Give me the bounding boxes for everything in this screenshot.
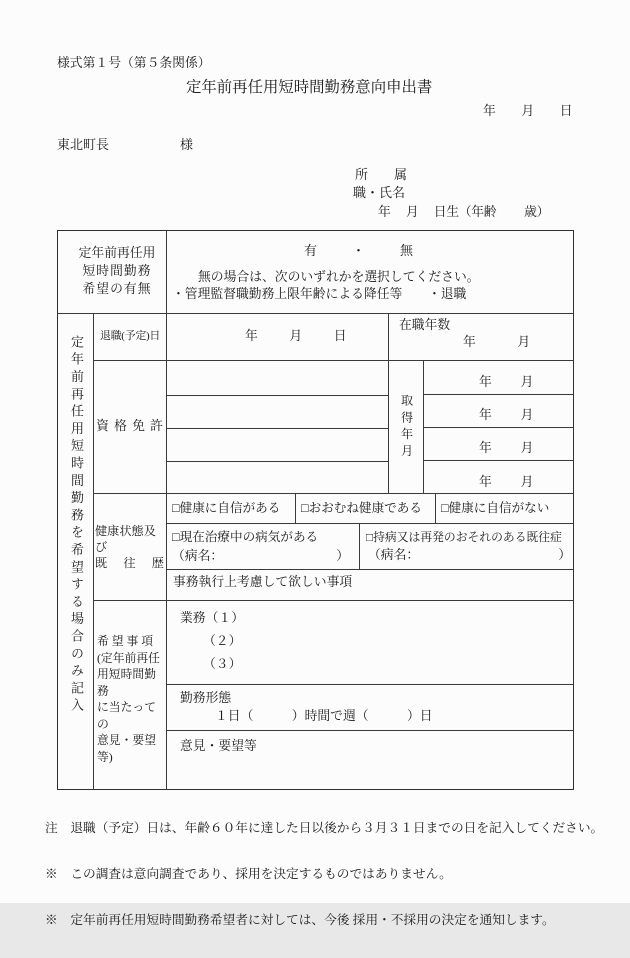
acquired-ym-cell: [389, 361, 424, 494]
addressee: 東北町長: [57, 137, 110, 152]
preference-options: ・管理監督職勤務上限年齢による降任等 ・退職: [172, 287, 467, 301]
ym-row: [424, 461, 573, 494]
checkbox-option: □健康に自信がない: [441, 500, 550, 515]
ym-row: [424, 428, 573, 461]
qualification-entry-line: [167, 461, 388, 462]
disease-name-line: [167, 546, 359, 565]
ym-row: [424, 361, 573, 395]
form-number: 様式第１号（第５条関係）: [57, 56, 211, 70]
qualification-entries-cell: [167, 361, 389, 494]
footer-notes: [45, 791, 605, 958]
disease-name-open: （病名：: [172, 548, 224, 563]
preference-label-line2: 短時間勤務: [82, 264, 152, 279]
side-note-vertical-label: 定年前再任用短時間勤務を希望する場合のみ記入: [69, 335, 84, 716]
retirement-date-cell: [167, 314, 389, 361]
wishes-label-line3: 用短時間勤務: [97, 667, 156, 698]
date-line: 年 月 日: [483, 104, 573, 118]
preference-choice: 有 ・ 無: [304, 243, 417, 258]
side-note-column: [58, 314, 94, 789]
retirement-label: 退職(予定)日: [99, 330, 161, 343]
preference-label-line3: 希望の有無: [82, 282, 152, 297]
disease-name-line: [360, 545, 573, 564]
disease-name-close: ）: [558, 547, 571, 562]
checkbox-option: □健康に自信がある: [172, 500, 281, 515]
wishes-label-line2: (定年前再任: [97, 650, 160, 665]
wishes-label-line1: 希 望 事 項: [97, 634, 154, 648]
ym-value: 年 月: [479, 408, 534, 423]
consideration-label: 事務執行上考慮して欲しい事項: [173, 575, 353, 589]
note-line: 注 退職（予定）日は、年齢６０年に達した日以後から３月３１日までの日を記入してください。: [45, 821, 604, 836]
retirement-date-value: 年 月 日: [245, 329, 349, 343]
task-line: （３）: [203, 657, 242, 671]
workstyle-label: 勤務形態: [180, 691, 232, 705]
wishes-label-cell: [94, 601, 167, 789]
name-label: 職・氏名: [353, 185, 406, 200]
wishes-label-line5: 意見・要望等): [97, 733, 156, 764]
tenure-label: 在職年数: [399, 318, 451, 332]
preference-label-line1: 定年前再任用: [78, 246, 156, 260]
birth-line: 年 月 日生（年齢 歳）: [378, 205, 550, 219]
health-checkbox-cell-2: [296, 494, 436, 524]
tenure-cell: [389, 314, 573, 361]
retirement-label-cell: [94, 314, 167, 361]
qualification-label-cell: [94, 361, 167, 494]
tenure-value: 年 月: [463, 334, 531, 349]
wishes-label-line4: に当たっての: [97, 700, 156, 731]
preference-content-cell: [167, 231, 573, 314]
opinions-label: 意見・要望等: [180, 739, 257, 753]
health-label-cell: [94, 494, 167, 601]
workstyle-cell: [167, 685, 573, 731]
ym-row: [424, 395, 573, 428]
disease-title: □持病又は再発のおそれのある既往症: [366, 530, 562, 544]
qualification-entry-line: [167, 395, 388, 396]
workstyle-value: １日（ ）時間で週（ ）日: [215, 709, 433, 723]
disease-name-close: ）: [336, 548, 349, 563]
health-checkbox-cell-1: [167, 494, 296, 524]
ym-value: 年 月: [479, 375, 534, 390]
task-line: 業務（１）: [180, 611, 244, 625]
application-table: [57, 230, 574, 790]
preference-instruction: 無の場合は、次のいずれかを選択してください。: [198, 270, 480, 284]
acquired-ym-vertical-label: 取得年月: [399, 393, 414, 461]
page-title: 定年前再任用短時間勤務意向申出書: [186, 79, 433, 96]
task-line: （２）: [203, 634, 242, 648]
addressee-suffix: 様: [180, 137, 194, 152]
acquired-ym-rows: [424, 361, 573, 494]
preference-label-cell: [58, 231, 167, 314]
disease-cell-2: [360, 524, 573, 570]
tasks-cell: [167, 601, 573, 685]
checkbox-option: □おおむね健康である: [301, 500, 422, 515]
consideration-cell: [167, 570, 573, 601]
health-checkbox-cell-3: [436, 494, 573, 524]
ym-value: 年 月: [479, 441, 534, 456]
affiliation-label: 所 属: [355, 167, 408, 182]
health-label-line2: 既 往 歴: [95, 556, 166, 570]
note-line: ※ 定年前再任用短時間勤務希望者に対しては、今後 採用・不採用の決定を通知します。: [45, 912, 555, 927]
disease-title: □現在治療中の病気がある: [172, 530, 319, 544]
qualification-entry-line: [167, 428, 388, 429]
ym-value: 年 月: [479, 475, 534, 490]
qualification-label: 資 格 免 許: [96, 419, 164, 433]
note-line: ※ この調査は意向調査であり、採用を決定するものではありません。: [45, 867, 452, 882]
health-label-line1: 健康状態及び: [95, 524, 156, 554]
opinions-cell: [167, 731, 573, 789]
disease-cell-1: [167, 524, 360, 570]
disease-name-open: （病名：: [368, 547, 420, 562]
